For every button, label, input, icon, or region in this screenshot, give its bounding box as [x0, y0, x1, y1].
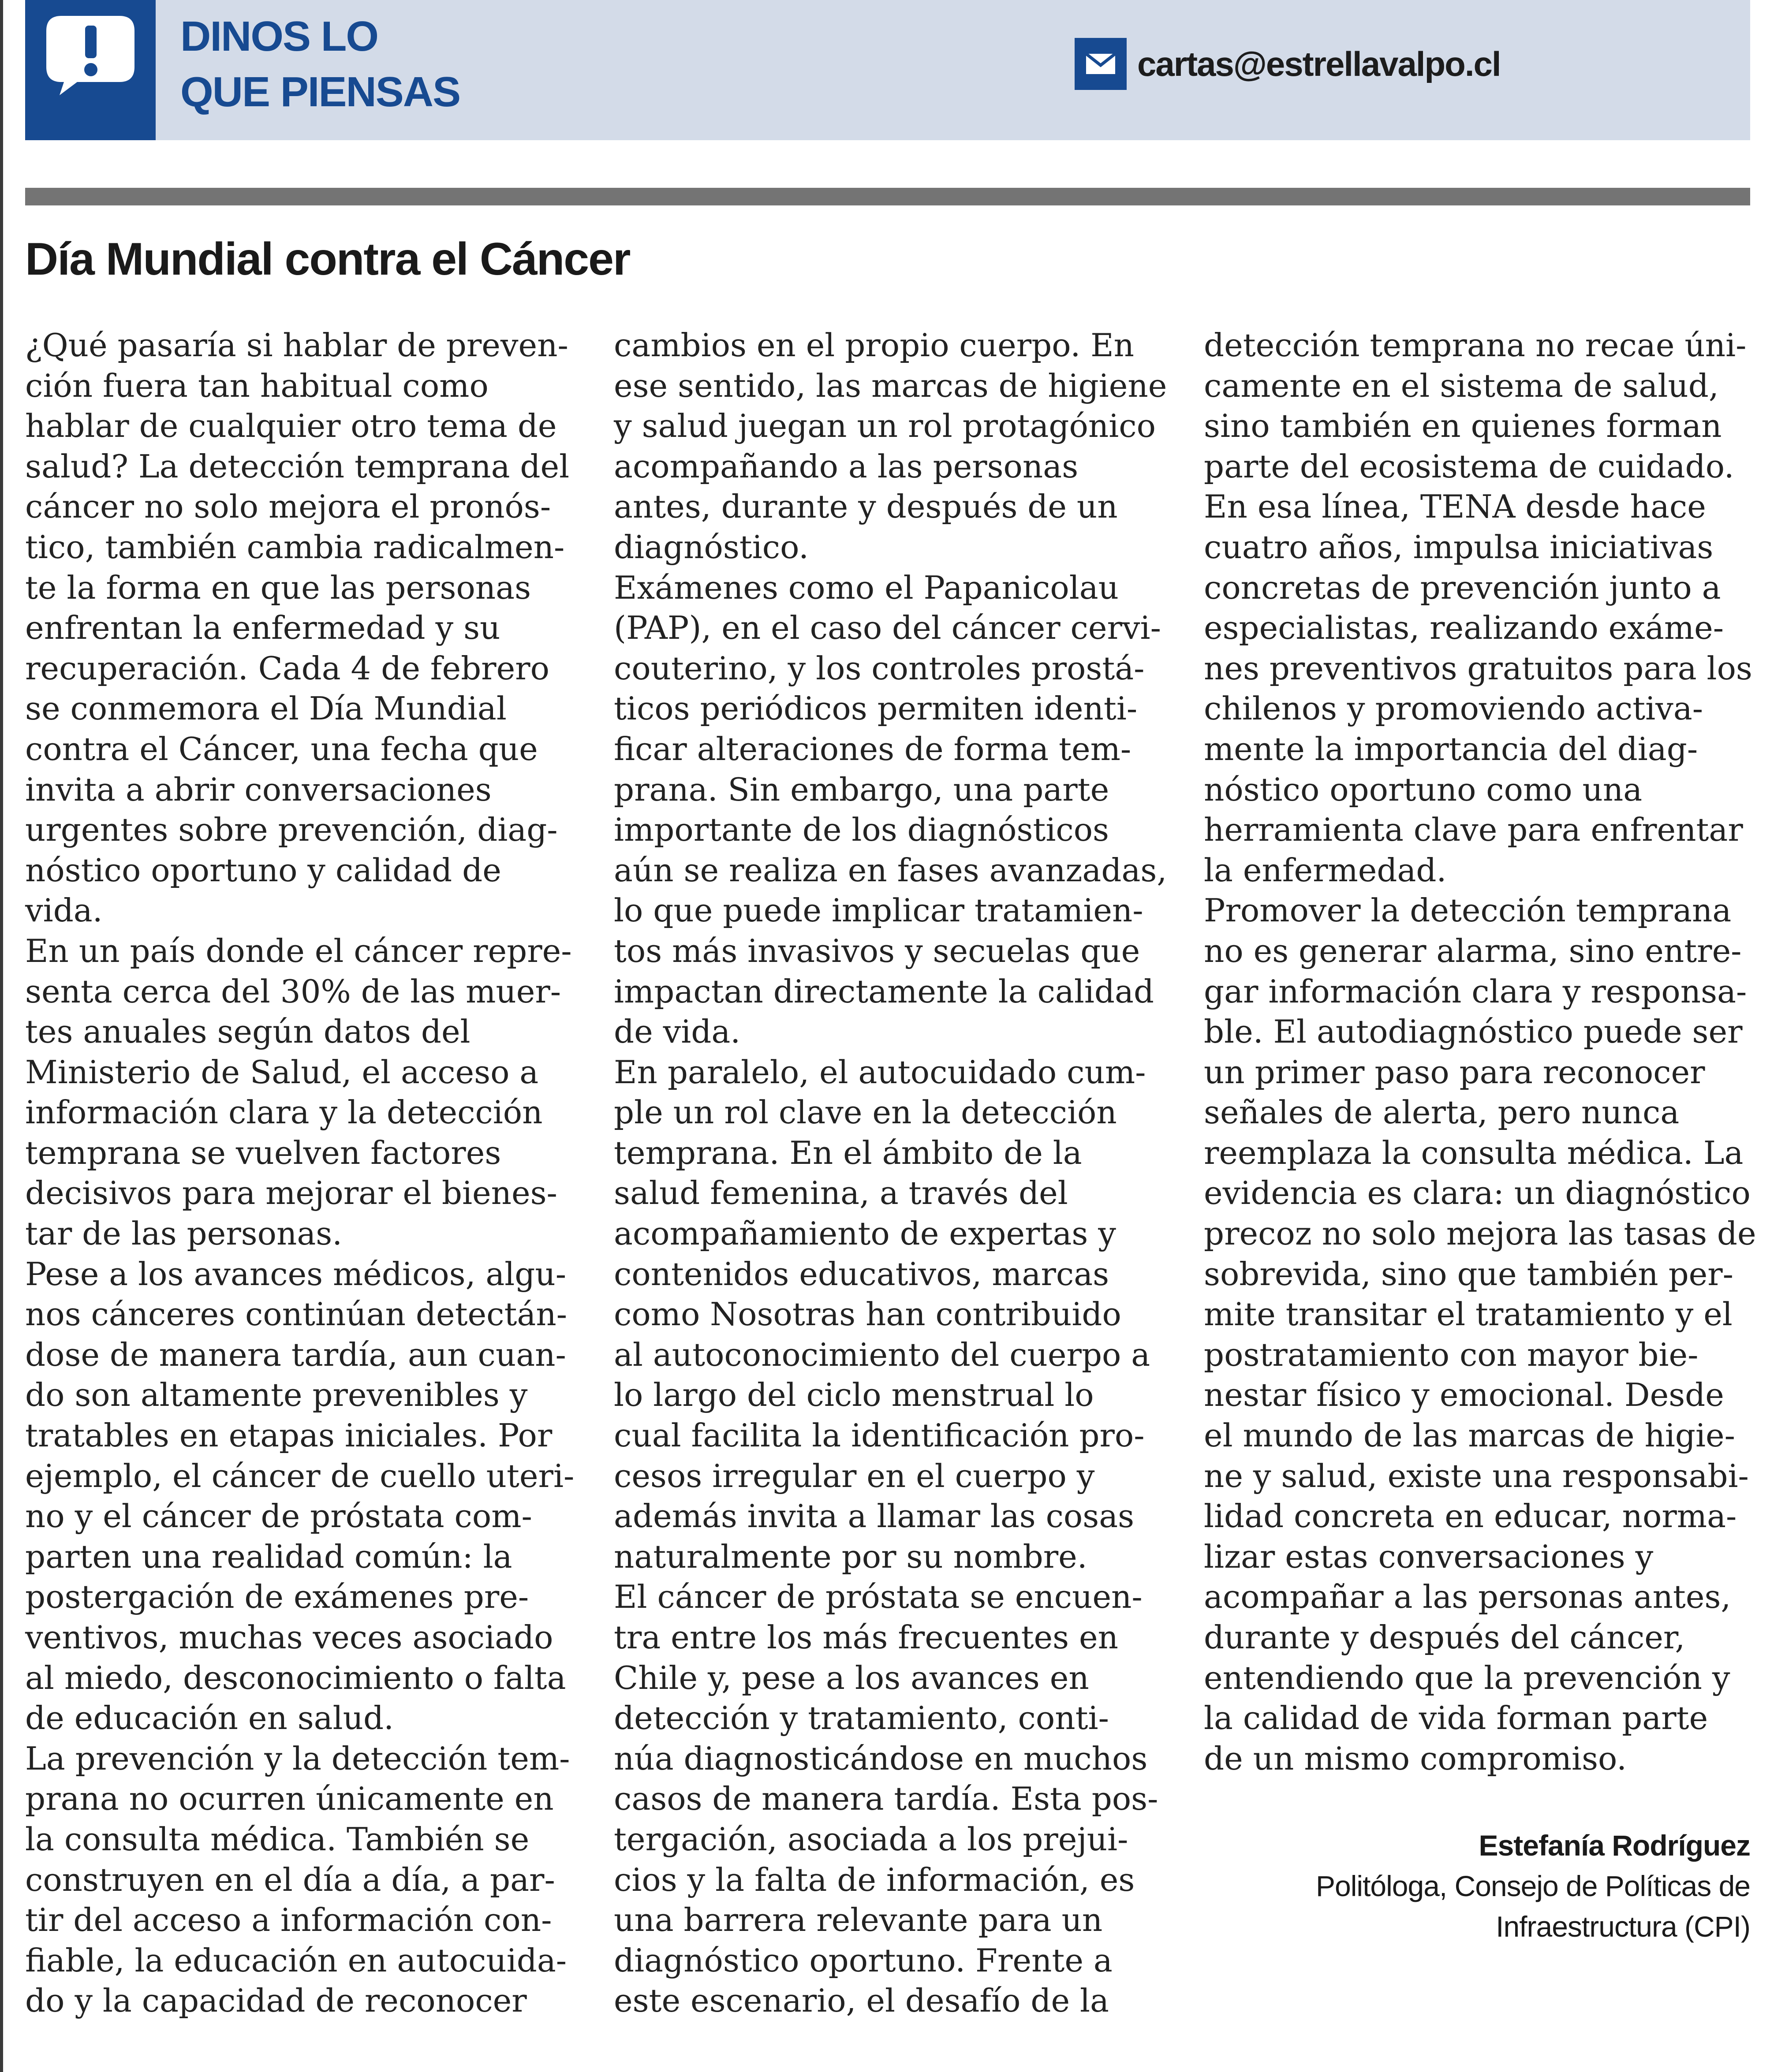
article-text-line: Pese a los avances médicos, algu- — [25, 1255, 567, 1293]
article-text-line: salud? La detección temprana del — [25, 447, 570, 485]
article-text-line: el mundo de las marcas de higie- — [1204, 1417, 1735, 1454]
article-text-line: ticos periódicos permiten identi- — [614, 690, 1138, 727]
article-text-line: tes anuales según datos del — [25, 1013, 471, 1051]
article-text-line: te la forma en que las personas — [25, 569, 531, 606]
article-text-line: (PAP), en el caso del cáncer cervi- — [614, 609, 1161, 647]
article-text-line: dose de manera tardía, aun cuan- — [25, 1336, 566, 1373]
article-paragraph — [1204, 325, 1752, 891]
article-text-line: al autoconocimiento del cuerpo a — [614, 1336, 1150, 1373]
article-text-line: tra entre los más frecuentes en — [614, 1619, 1118, 1656]
article-text-line: parten una realidad común: la — [25, 1538, 512, 1575]
article-text-line: ficar alteraciones de forma tem- — [614, 730, 1131, 768]
article-text-line: cesos irregular en el cuerpo y — [614, 1457, 1095, 1494]
article-text-line: de educación en salud. — [25, 1699, 394, 1737]
article-text-line: ple un rol clave en la detección — [614, 1094, 1117, 1131]
article-text-line: lizar estas conversaciones y — [1204, 1538, 1654, 1575]
article-text-line: información clara y la detección — [25, 1094, 543, 1131]
header-badge — [25, 0, 156, 140]
article-text-line: además invita a llamar las cosas — [614, 1498, 1135, 1535]
article-text-line: Chile y, pese a los avances en — [614, 1659, 1089, 1696]
article-text-line: impactan directamente la calidad — [614, 973, 1154, 1010]
article-text-line: contra el Cáncer, una fecha que — [25, 730, 538, 768]
article-text-line: como Nosotras han contribuido — [614, 1296, 1121, 1333]
article-text-line: fiable, la educación en autocuida- — [25, 1942, 567, 1979]
article-text-line: prana no ocurren únicamente en — [25, 1780, 554, 1818]
article-text-line: casos de manera tardía. Esta pos- — [614, 1780, 1158, 1818]
article-text-line: antes, durante y después de un — [614, 488, 1118, 525]
article-text-line: aún se realiza en fases avanzadas, — [614, 851, 1167, 889]
article-text-line: couterino, y los controles prostá- — [614, 649, 1145, 687]
article-paragraph — [25, 325, 568, 931]
article-text-line: mite transitar el tratamiento y el — [1204, 1296, 1733, 1333]
article-text-line: al miedo, desconocimiento o falta — [25, 1659, 566, 1696]
article-paragraph — [25, 1254, 575, 1739]
article-text-line: En paralelo, el autocuidado cum- — [614, 1053, 1146, 1091]
page-edge-rule — [0, 0, 3, 2072]
article-text-line: recuperación. Cada 4 de febrero — [25, 649, 549, 687]
article-text-line: cáncer no solo mejora el pronós- — [25, 488, 551, 525]
article-text-line: especialistas, realizando exáme- — [1204, 609, 1724, 647]
contact-email[interactable] — [1075, 38, 1785, 91]
article-text-line: vida. — [25, 892, 103, 929]
article-text-line: hablar de cualquier otro tema de — [25, 407, 557, 445]
article-text-line: ejemplo, el cáncer de cuello uteri- — [25, 1457, 575, 1494]
article-text-line: nóstico oportuno como una — [1204, 771, 1643, 808]
article-text-line: tergación, asociada a los prejui- — [614, 1820, 1128, 1858]
section-header — [25, 0, 1750, 140]
article-text-line: concretas de prevención junto a — [1204, 569, 1721, 606]
mail-icon — [1075, 38, 1127, 90]
article-text-line: ne y salud, existe una responsabi- — [1204, 1457, 1749, 1494]
article-text-line: postratamiento con mayor bie- — [1204, 1336, 1699, 1373]
exclamation-bubble-icon — [46, 16, 134, 95]
section-title — [180, 9, 577, 120]
article-text-line: sino también en quienes forman — [1204, 407, 1722, 445]
article-text-line: do y la capacidad de reconocer — [25, 1982, 527, 2020]
article-text-line: núa diagnosticándose en muchos — [614, 1740, 1148, 1777]
article-text-line: señales de alerta, pero nunca — [1204, 1094, 1680, 1131]
section-title-line-1: DINOS LO — [180, 13, 378, 60]
article-paragraph — [614, 568, 1167, 1052]
article-text-line: acompañar a las personas antes, — [1204, 1578, 1731, 1616]
article-text-line: decisivos para mejorar el bienes- — [25, 1174, 557, 1212]
article-text-line: contenidos educativos, marcas — [614, 1255, 1109, 1293]
article-text-line: mente la importancia del diag- — [1204, 730, 1698, 768]
article-column-2 — [614, 325, 1167, 2021]
article-text-line: En esa línea, TENA desde hace — [1204, 488, 1706, 525]
contact-email-address[interactable]: cartas@estrellavalpo.cl — [1137, 45, 1501, 83]
article-text-line: senta cerca del 30% de las muer- — [25, 973, 561, 1010]
article-text-line: cios y la falta de información, es — [614, 1861, 1135, 1898]
author-signature — [1111, 1825, 1750, 1947]
article-text-line: Exámenes como el Papanicolau — [614, 569, 1119, 606]
article-text-line: cuatro años, impulsa iniciativas — [1204, 528, 1714, 566]
article-text-line: la consulta médica. También se — [25, 1820, 530, 1858]
article-text-line: y salud juegan un rol protagónico — [614, 407, 1156, 445]
article-text-line: nóstico oportuno y calidad de — [25, 851, 501, 889]
article-text-line: prana. Sin embargo, una parte — [614, 771, 1109, 808]
article-text-line: este escenario, el desafío de la — [614, 1982, 1109, 2020]
article-text-line: temprana. En el ámbito de la — [614, 1134, 1082, 1171]
article-text-line: nos cánceres continúan detectán- — [25, 1296, 568, 1333]
article-text-line: nes preventivos gratuitos para los — [1204, 649, 1752, 687]
article-paragraph — [25, 931, 572, 1254]
article-text-line: temprana se vuelven factores — [25, 1134, 501, 1171]
article-text-line: lo que puede implicar tratamien- — [614, 892, 1143, 929]
author-name: Estefanía Rodríguez — [1479, 1829, 1750, 1862]
article-text-line: diagnóstico. — [614, 528, 809, 566]
author-role-line-2: Infraestructura (CPI) — [1496, 1910, 1750, 1943]
article-text-line: cual facilita la identificación pro- — [614, 1417, 1145, 1454]
article-text-line: de un mismo compromiso. — [1204, 1740, 1627, 1777]
article-text-line: La prevención y la detección tem- — [25, 1740, 570, 1777]
article-text-line: importante de los diagnósticos — [614, 811, 1109, 849]
article-text-line: gar información clara y responsa- — [1204, 973, 1747, 1010]
article-text-line: construyen en el día a día, a par- — [25, 1861, 555, 1898]
article-text-line: ventivos, muchas veces asociado — [25, 1619, 553, 1656]
article-text-line: En un país donde el cáncer repre- — [25, 932, 572, 969]
article-text-line: tar de las personas. — [25, 1215, 343, 1252]
article-text-line: entendiendo que la prevención y — [1204, 1659, 1730, 1696]
article-text-line: El cáncer de próstata se encuen- — [614, 1578, 1143, 1616]
article-text-line: invita a abrir conversaciones — [25, 771, 492, 808]
article-text-line: no y el cáncer de próstata com- — [25, 1498, 532, 1535]
article-text-line: camente en el sistema de salud, — [1204, 367, 1719, 404]
article-paragraph — [614, 1577, 1156, 2021]
article-text-line: naturalmente por su nombre. — [614, 1538, 1087, 1575]
article-text-line: lo largo del ciclo menstrual lo — [614, 1376, 1094, 1414]
article-paragraph — [614, 325, 1167, 568]
section-title-line-2: QUE PIENSAS — [180, 68, 460, 116]
article-text-line: lidad concreta en educar, norma- — [1204, 1498, 1737, 1535]
article-text-line: salud femenina, a través del — [614, 1174, 1068, 1212]
article-text-line: de vida. — [614, 1013, 741, 1051]
article-text-line: durante y después del cáncer, — [1204, 1619, 1685, 1656]
article-text-line: urgentes sobre prevención, diag- — [25, 811, 558, 849]
article-text-line: tico, también cambia radicalmen- — [25, 528, 565, 566]
article-text-line: la enfermedad. — [1204, 851, 1447, 889]
article-headline: Día Mundial contra el Cáncer — [25, 234, 630, 285]
article-text-line: Ministerio de Salud, el acceso a — [25, 1053, 539, 1091]
article-text-line: ¿Qué pasaría si hablar de preven- — [25, 327, 568, 364]
article-text-line: la calidad de vida forman parte — [1204, 1699, 1708, 1737]
article-text-line: do son altamente prevenibles y — [25, 1376, 528, 1414]
article-text-line: tratables en etapas iniciales. Por — [25, 1417, 553, 1454]
article-text-line: parte del ecosistema de cuidado. — [1204, 447, 1734, 485]
article-text-line: enfrentan la enfermedad y su — [25, 609, 500, 647]
article-paragraph — [614, 1052, 1156, 1577]
article-column-1 — [25, 325, 575, 2021]
article-paragraph — [1204, 891, 1756, 1779]
article-text-line: ble. El autodiagnóstico puede ser — [1204, 1013, 1743, 1051]
article-text-line: chilenos y promoviendo activa- — [1204, 690, 1703, 727]
article-text-line: tir del acceso a información con- — [25, 1901, 552, 1939]
author-role-line-1: Politóloga, Consejo de Políticas de — [1316, 1870, 1750, 1902]
article-text-line: reemplaza la consulta médica. La — [1204, 1134, 1744, 1171]
article-text-line: no es generar alarma, sino entre- — [1204, 932, 1742, 969]
article-column-3 — [1204, 325, 1756, 1779]
article-text-line: Promover la detección temprana — [1204, 892, 1732, 929]
article-text-line: nestar físico y emocional. Desde — [1204, 1376, 1724, 1414]
article-text-line: evidencia es clara: un diagnóstico — [1204, 1174, 1751, 1212]
article-text-line: cambios en el propio cuerpo. En — [614, 327, 1135, 364]
article-text-line: precoz no solo mejora las tasas de — [1204, 1215, 1756, 1252]
article-paragraph — [25, 1739, 568, 2021]
article-text-line: detección temprana no recae úni- — [1204, 327, 1747, 364]
article-text-line: se conmemora el Día Mundial — [25, 690, 507, 727]
section-divider — [25, 188, 1750, 205]
article-text-line: un primer paso para reconocer — [1204, 1053, 1705, 1091]
article-text-line: diagnóstico oportuno. Frente a — [614, 1942, 1113, 1979]
article-text-line: detección y tratamiento, conti- — [614, 1699, 1109, 1737]
article-text-line: ción fuera tan habitual como — [25, 367, 489, 404]
article-text-line: acompañamiento de expertas y — [614, 1215, 1116, 1252]
article-text-line: ese sentido, las marcas de higiene — [614, 367, 1167, 404]
article-text-line: tos más invasivos y secuelas que — [614, 932, 1140, 969]
article-text-line: sobrevida, sino que también per- — [1204, 1255, 1734, 1293]
article-text-line: herramienta clave para enfrentar — [1204, 811, 1743, 849]
article-text-line: una barrera relevante para un — [614, 1901, 1103, 1939]
article-text-line: postergación de exámenes pre- — [25, 1578, 529, 1616]
article-text-line: acompañando a las personas — [614, 447, 1079, 485]
